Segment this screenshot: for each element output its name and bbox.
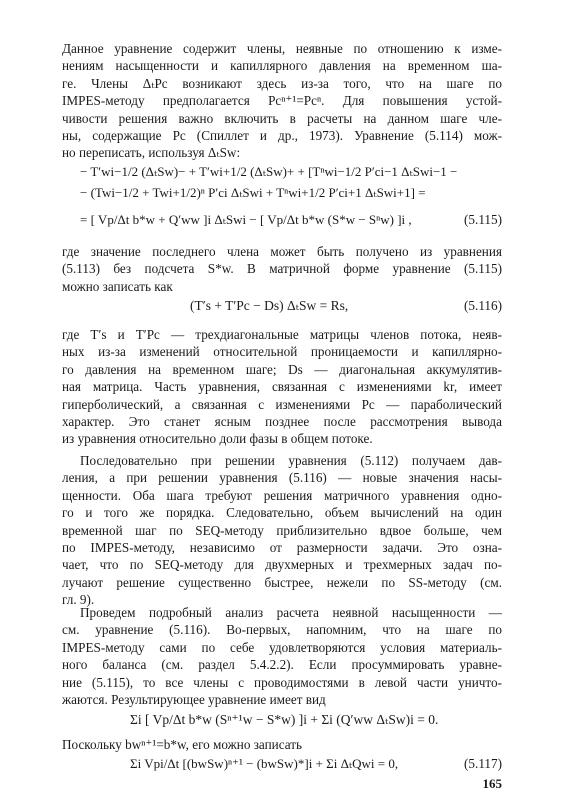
text-line: IMPES-методу предполагается Pcⁿ⁺¹=Pcⁿ. Для повышения устой-: [62, 93, 502, 109]
text-line: но переписать, используя ΔₜSw:: [62, 145, 241, 161]
text-line: ного баланса (см. раздел 5.4.2.2). Если просуммировать уравне-: [62, 657, 502, 673]
text-line: где значение последнего члена может быть получено из уравнения: [62, 244, 502, 259]
paragraph-3: [62, 326, 502, 448]
page-number: 165: [482, 776, 502, 791]
text-line: Последовательно при решении уравнения (5.112) получаем дав-: [80, 453, 502, 468]
text-line: чает, что по SEQ-методу для двухмерных и трехмерных задач по-: [62, 557, 502, 573]
text-line: можно записать как: [62, 278, 173, 294]
text-line: ных из-за изменений относительной проницаемости и капиллярно-: [62, 344, 502, 360]
text-line: щенности. Оба шага требуют решения матричного уравнения одно-: [62, 487, 502, 503]
equation-number: (5.116): [464, 298, 502, 313]
paragraph-1: [62, 40, 502, 162]
equation-5-115-line-3: = [ Vp/Δt b*w + Q′ww ]i ΔₜSwi − [ Vp/Δt b*w (S*w − Sⁿw) ]i ,: [80, 212, 412, 227]
equation-5-115-line-2: − (Twi−1/2 + Twi+1/2)ⁿ P′ci ΔₜSwi + Tⁿwi+1/2 P′ci+1 ΔₜSwi+1] =: [80, 185, 426, 200]
text-line: гл. 9).: [62, 592, 95, 608]
text-line: гиперболический, а связанная с изменениями Pc — параболический: [62, 396, 502, 412]
text-line: жаются. Результирующее уравнение имеет вид: [62, 692, 326, 708]
text-line: Проведем подробный анализ расчета неявной насыщенности —: [80, 605, 502, 620]
text-line: нениям насыщенности и капиллярного давления на временном ша-: [62, 58, 502, 74]
text-line: лучают решение существенно быстрее, нежели по SS-методу (см.: [62, 574, 502, 590]
text-line: го давления на временном шаге; Ds — диагональная аккумулятив-: [62, 361, 502, 377]
text-line: где T′s и T′Pc — трехдиагональные матрицы членов потока, неяв-: [62, 327, 502, 342]
paragraph-6-line: Поскольку bwⁿ⁺¹=b*w, его можно записать: [62, 737, 303, 752]
text-line: IMPES-методу сами по себе удовлетворяются условия материаль-: [62, 639, 502, 655]
text-line: чивости решения важно включить в расчеты на данном шаге чле-: [62, 110, 502, 126]
text-line: ге. Члены ΔₜPc возникают здесь из-за того, что на шаге по: [62, 75, 502, 91]
paragraph-4: [62, 452, 502, 609]
text-line: ления, а при решении уравнения (5.116) — новые значения насы-: [62, 470, 502, 486]
text-line: из уравнения относительно доли фазы в общем потоке.: [62, 431, 373, 447]
text-line: см. уравнение (5.116). Во-первых, напомним, что на шаге по: [62, 622, 502, 638]
text-line: временной шаг по SEQ-методу приблизительно вдвое больше, чем: [62, 522, 502, 538]
text-line: по IMPES-методу, независимо от размерности задачи. Это озна-: [62, 540, 502, 556]
text-line: характер. Это станет ясным позднее после рассмотрения вывода: [62, 414, 502, 430]
text-line: ны, содержащие Pc (Спиллет и др., 1973). Уравнение (5.114) мож-: [62, 128, 502, 144]
text-line: (5.113) без подсчета S*w. В матричной форме уравнение (5.115): [62, 261, 502, 277]
paragraph-2: [62, 243, 502, 295]
equation-5-117: Σi Vpi/Δt [(bwSw)ⁿ⁺¹ − (bwSw)*]i + Σi ΔₜQwi = 0,: [130, 756, 399, 771]
equation-number: (5.117): [464, 756, 502, 771]
equation-sum-balance: Σi [ Vp/Δt b*w (Sⁿ⁺¹w − S*w) ]i + Σi (Q′ww ΔₜSw)i = 0.: [130, 712, 439, 727]
text-line: Данное уравнение содержит члены, неявные по отношению к изме-: [62, 41, 502, 56]
equation-5-116: (T′s + T′Pc − Ds) ΔₜSw = Rs,: [190, 298, 349, 313]
text-line: ная матрица. Часть уравнения, связанная с изменениями kr, имеет: [62, 379, 502, 395]
text-line: го и того же порядка. Следовательно, объем вычислений на один: [62, 505, 502, 521]
equation-number: (5.115): [464, 212, 502, 227]
equation-5-115-line-1: − T′wi−1/2 (ΔₜSw)− + T′wi+1/2 (ΔₜSw)+ + [Tⁿwi−1/2 P′ci−1 ΔₜSwi−1 −: [80, 164, 458, 179]
paragraph-5: [62, 604, 502, 708]
text-line: ние (5.115), то все члены с проводимостями в левой части уничто-: [62, 674, 502, 690]
